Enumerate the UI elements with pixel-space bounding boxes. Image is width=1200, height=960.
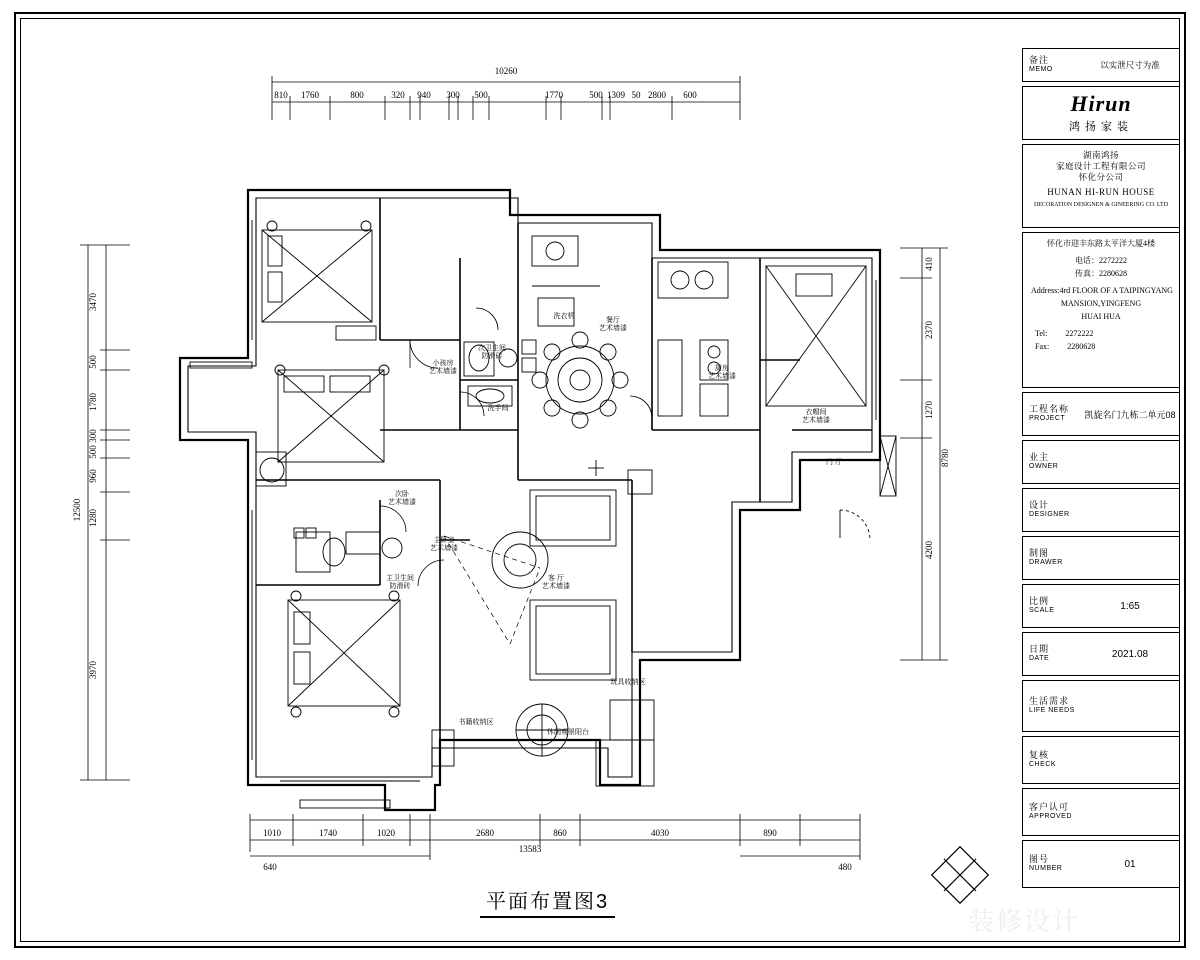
svg-text:主卫生间: 主卫生间 bbox=[386, 575, 414, 582]
row-date-label-cn: 日期 bbox=[1029, 644, 1050, 654]
row-date-label-en: DATE bbox=[1029, 655, 1050, 662]
memo-value: 以实泄尺寸为准 bbox=[1100, 60, 1160, 70]
row-drawer-label-cn: 制图 bbox=[1029, 548, 1050, 558]
row-project-label-cn: 工程名称 bbox=[1029, 404, 1070, 414]
svg-text:2680: 2680 bbox=[476, 828, 494, 838]
svg-text:1280: 1280 bbox=[88, 509, 98, 527]
fax-cn-value: 2280628 bbox=[1099, 269, 1127, 278]
furniture-living bbox=[444, 460, 654, 740]
svg-text:810: 810 bbox=[274, 90, 288, 100]
floor-plan-svg bbox=[40, 40, 1010, 920]
company-cn-3: 怀化分公司 bbox=[1078, 172, 1124, 182]
memo-label-en: MEMO bbox=[1029, 66, 1053, 73]
row-owner-label-cn: 业主 bbox=[1029, 452, 1050, 462]
address-en-1: 4rd FLOOR OF A TAIPINGYANG bbox=[1059, 286, 1173, 295]
svg-text:600: 600 bbox=[683, 90, 697, 100]
svg-text:厨房: 厨房 bbox=[715, 365, 729, 372]
row-scale bbox=[1022, 584, 1180, 628]
furniture-entry bbox=[766, 266, 896, 540]
svg-text:次卧: 次卧 bbox=[395, 491, 409, 498]
row-designer bbox=[1022, 488, 1180, 532]
svg-text:940: 940 bbox=[417, 90, 431, 100]
svg-text:餐厅: 餐厅 bbox=[606, 317, 620, 324]
svg-text:500: 500 bbox=[474, 90, 488, 100]
svg-text:2800: 2800 bbox=[648, 90, 666, 100]
company-logo bbox=[1022, 86, 1180, 140]
svg-text:410: 410 bbox=[924, 257, 934, 271]
svg-text:3970: 3970 bbox=[88, 661, 98, 679]
row-date bbox=[1022, 632, 1180, 676]
svg-text:50: 50 bbox=[631, 90, 641, 100]
svg-text:1760: 1760 bbox=[301, 90, 319, 100]
svg-text:洗衣机: 洗衣机 bbox=[553, 313, 575, 320]
svg-text:衣帽间: 衣帽间 bbox=[805, 409, 827, 416]
svg-text:艺术墙漆: 艺术墙漆 bbox=[388, 499, 416, 506]
svg-text:10260: 10260 bbox=[494, 66, 518, 76]
title-block bbox=[1022, 48, 1180, 910]
svg-text:1010: 1010 bbox=[263, 828, 281, 838]
fixtures-kitchen bbox=[658, 262, 728, 416]
svg-text:次卫生间: 次卫生间 bbox=[478, 345, 506, 352]
svg-text:客 厅: 客 厅 bbox=[548, 575, 564, 582]
row-approved bbox=[1022, 788, 1180, 836]
furniture-second-bedroom bbox=[256, 365, 389, 486]
north-arrow-symbol bbox=[932, 847, 989, 904]
row-project bbox=[1022, 392, 1180, 436]
svg-text:艺术墙漆: 艺术墙漆 bbox=[802, 417, 830, 424]
address-en-2: MANSION,YINGFENG bbox=[1060, 299, 1142, 308]
row-check bbox=[1022, 736, 1180, 784]
svg-text:480: 480 bbox=[838, 862, 852, 872]
svg-text:防滑砖: 防滑砖 bbox=[389, 583, 411, 590]
company-cn-1: 湖南鸿扬 bbox=[1082, 150, 1119, 160]
svg-text:艺术墙漆: 艺术墙漆 bbox=[429, 368, 457, 375]
company-contact-box bbox=[1022, 232, 1180, 388]
svg-text:300: 300 bbox=[88, 429, 98, 443]
furniture-child-bedroom bbox=[262, 221, 376, 340]
svg-text:洗手间: 洗手间 bbox=[487, 405, 509, 412]
svg-text:艺术墙漆: 艺术墙漆 bbox=[708, 373, 736, 380]
row-date-value[interactable]: 2021.08 bbox=[1111, 648, 1149, 660]
company-cn-2: 家庭设计工程有限公司 bbox=[1055, 161, 1146, 171]
svg-text:艺术墙漆: 艺术墙漆 bbox=[599, 325, 627, 332]
svg-text:8780: 8780 bbox=[940, 449, 950, 467]
svg-text:1020: 1020 bbox=[377, 828, 395, 838]
svg-text:640: 640 bbox=[263, 862, 277, 872]
company-en-2: DECORATION DESIGNEN & GINEERING CO. LTD bbox=[1033, 202, 1169, 208]
windows bbox=[190, 220, 876, 808]
row-number-label-en: NUMBER bbox=[1029, 865, 1063, 872]
address-en-label: Address: bbox=[1031, 286, 1060, 295]
row-scale-label-en: SCALE bbox=[1029, 607, 1055, 614]
row-life-needs-label-en: LIFE NEEDS bbox=[1029, 707, 1075, 714]
logo-wordmark: Hirun bbox=[1070, 90, 1132, 116]
row-approved-label-en: APPROVED bbox=[1029, 813, 1072, 820]
drawing-title: 平面布置图3 bbox=[480, 885, 615, 918]
tel-en-value: 2272222 bbox=[1065, 329, 1094, 338]
svg-text:主卧室: 主卧室 bbox=[433, 537, 455, 544]
logo-subtitle: 鸿扬家装 bbox=[1069, 120, 1133, 133]
svg-text:500: 500 bbox=[88, 355, 98, 369]
row-project-label-en: PROJECT bbox=[1029, 415, 1066, 422]
tel-en-label: Tel: bbox=[1035, 329, 1048, 338]
svg-text:13583: 13583 bbox=[518, 844, 542, 854]
exterior-walls-inner-line bbox=[188, 198, 872, 777]
svg-text:2370: 2370 bbox=[924, 321, 934, 339]
fax-cn-label: 传真： bbox=[1075, 269, 1099, 278]
top-dimension-chain bbox=[272, 76, 740, 120]
fax-en-label: Fax: bbox=[1035, 342, 1050, 351]
svg-text:艺术墙漆: 艺术墙漆 bbox=[542, 583, 570, 590]
row-number bbox=[1022, 840, 1180, 888]
row-check-label-cn: 复核 bbox=[1029, 750, 1050, 760]
svg-text:4200: 4200 bbox=[924, 541, 934, 559]
svg-text:890: 890 bbox=[763, 828, 777, 838]
tel-cn-value: 2272222 bbox=[1099, 256, 1127, 265]
row-check-label-en: CHECK bbox=[1029, 761, 1057, 768]
svg-text:1770: 1770 bbox=[545, 90, 563, 100]
svg-text:500: 500 bbox=[589, 90, 603, 100]
company-en-1: HUNAN HI-RUN HOUSE bbox=[1047, 187, 1155, 197]
row-designer-label-cn: 设计 bbox=[1029, 500, 1050, 510]
address-cn: 怀化市迎丰东路太平洋大厦4楼 bbox=[1047, 239, 1155, 248]
dimension-labels bbox=[72, 66, 950, 872]
svg-text:艺术墙漆: 艺术墙漆 bbox=[430, 545, 458, 552]
row-life-needs bbox=[1022, 680, 1180, 732]
svg-text:门 厅: 门 厅 bbox=[826, 459, 842, 466]
svg-text:玩具收纳区: 玩具收纳区 bbox=[610, 679, 646, 686]
svg-text:300: 300 bbox=[446, 90, 460, 100]
fax-en-value: 2280628 bbox=[1067, 342, 1096, 351]
svg-text:1740: 1740 bbox=[319, 828, 337, 838]
interior-walls bbox=[256, 198, 872, 748]
company-name-box bbox=[1022, 144, 1180, 228]
svg-text:休闲观景阳台: 休闲观景阳台 bbox=[547, 729, 589, 736]
row-designer-label-en: DESIGNER bbox=[1029, 511, 1070, 518]
svg-text:4030: 4030 bbox=[651, 828, 669, 838]
address-en-3: HUAI HUA bbox=[1081, 312, 1121, 321]
row-number-label-cn: 图号 bbox=[1029, 854, 1050, 864]
svg-text:960: 960 bbox=[88, 469, 98, 483]
tel-cn-label: 电话： bbox=[1075, 256, 1099, 265]
watermark: 装修设计 bbox=[967, 907, 1080, 936]
fixtures-bathrooms bbox=[294, 340, 536, 572]
svg-text:1270: 1270 bbox=[924, 401, 934, 419]
svg-text:3470: 3470 bbox=[88, 293, 98, 311]
row-approved-label-cn: 客户认可 bbox=[1029, 802, 1070, 812]
row-number-value[interactable]: 01 bbox=[1124, 858, 1136, 870]
row-drawer-label-en: DRAWER bbox=[1029, 559, 1063, 566]
svg-text:防滑砖: 防滑砖 bbox=[481, 353, 503, 360]
row-drawer bbox=[1022, 536, 1180, 580]
furniture-dining bbox=[532, 236, 628, 428]
floor-plan-drawing bbox=[40, 40, 1010, 920]
svg-text:800: 800 bbox=[350, 90, 364, 100]
svg-text:12500: 12500 bbox=[72, 498, 82, 522]
row-owner-label-en: OWNER bbox=[1029, 463, 1059, 470]
row-scale-label-cn: 比例 bbox=[1029, 596, 1050, 606]
furniture-balcony bbox=[516, 704, 654, 786]
furniture-master-bedroom bbox=[288, 591, 454, 766]
svg-text:书籍收纳区: 书籍收纳区 bbox=[458, 719, 494, 726]
svg-text:500: 500 bbox=[88, 445, 98, 459]
svg-text:1780: 1780 bbox=[88, 393, 98, 411]
memo-label-cn: 备注 bbox=[1029, 55, 1050, 65]
row-scale-value[interactable]: 1:65 bbox=[1120, 600, 1140, 612]
row-owner bbox=[1022, 440, 1180, 484]
svg-text:小孩房: 小孩房 bbox=[432, 360, 454, 367]
svg-text:1309: 1309 bbox=[607, 90, 625, 100]
svg-text:320: 320 bbox=[391, 90, 405, 100]
memo-row bbox=[1022, 48, 1180, 82]
row-life-needs-label-cn: 生活需求 bbox=[1029, 696, 1070, 706]
svg-text:860: 860 bbox=[553, 828, 567, 838]
row-project-value[interactable]: 凯旋名门九栋二单元08 bbox=[1084, 409, 1176, 420]
